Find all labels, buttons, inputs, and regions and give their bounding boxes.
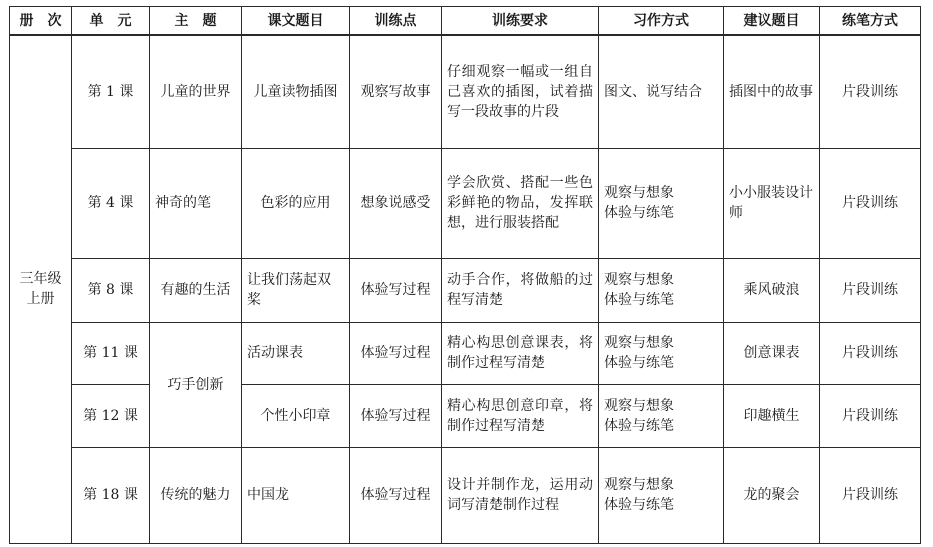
book-cell [10, 35, 72, 543]
suggested-topic-cell: 龙的聚会 [724, 447, 820, 543]
lesson-title-cell: 中国龙 [242, 447, 350, 543]
suggested-topic-cell: 插图中的故事 [724, 35, 820, 148]
training-point-cell: 想象说感受 [350, 148, 442, 258]
requirement-cell: 设计并制作龙，运用动词写清楚制作过程 [442, 447, 599, 543]
theme-cell: 传统的魅力 [150, 447, 242, 543]
header-row [10, 7, 921, 36]
training-point-cell: 观察写故事 [350, 35, 442, 148]
unit-cell: 第 11 课 [72, 322, 150, 384]
header-lesson-title: 课文题目 [242, 7, 350, 36]
header-theme: 主 题 [150, 7, 242, 36]
suggested-topic-cell: 乘风破浪 [724, 258, 820, 322]
unit-cell: 第 1 课 [72, 35, 150, 148]
method-cell: 观察与想象 体验与练笔 [599, 148, 724, 258]
pen-method-cell: 片段训练 [820, 322, 921, 384]
requirement-cell: 动手合作，将做船的过程写清楚 [442, 258, 599, 322]
table-row [10, 258, 921, 322]
training-point-cell: 体验写过程 [350, 447, 442, 543]
header-training-point: 训练点 [350, 7, 442, 36]
table-row [10, 447, 921, 543]
header-method: 习作方式 [599, 7, 724, 36]
header-book: 册 次 [10, 7, 72, 36]
table-row [10, 35, 921, 148]
requirement-cell: 精心构思创意印章，将制作过程写清楚 [442, 384, 599, 447]
header-requirement: 训练要求 [442, 7, 599, 36]
training-point-cell: 体验写过程 [350, 258, 442, 322]
table-row [10, 322, 921, 384]
lesson-title-cell: 让我们荡起双桨 [242, 258, 350, 322]
lesson-title-cell: 活动课表 [242, 322, 350, 384]
header-pen-method: 练笔方式 [820, 7, 921, 36]
suggested-topic-cell: 创意课表 [724, 322, 820, 384]
method-cell: 观察与想象 体验与练笔 [599, 384, 724, 447]
theme-cell: 有趣的生活 [150, 258, 242, 322]
book-label: 三年级上册 [19, 271, 62, 308]
pen-method-cell: 片段训练 [820, 384, 921, 447]
table-row [10, 148, 921, 258]
method-cell: 观察与想象 体验与练笔 [599, 447, 724, 543]
header-suggested-topic: 建议题目 [724, 7, 820, 36]
method-cell: 观察与想象 体验与练笔 [599, 258, 724, 322]
lesson-title-cell: 色彩的应用 [242, 148, 350, 258]
training-point-cell: 体验写过程 [350, 384, 442, 447]
lesson-title-cell: 个性小印章 [242, 384, 350, 447]
unit-cell: 第 4 课 [72, 148, 150, 258]
unit-cell: 第 18 课 [72, 447, 150, 543]
pen-method-cell: 片段训练 [820, 35, 921, 148]
requirement-cell: 精心构思创意课表，将制作过程写清楚 [442, 322, 599, 384]
theme-cell: 巧手创新 [150, 322, 242, 447]
unit-cell: 第 8 课 [72, 258, 150, 322]
pen-method-cell: 片段训练 [820, 148, 921, 258]
requirement-cell: 仔细观察一幅或一组自己喜欢的插图，试着描写一段故事的片段 [442, 35, 599, 148]
requirement-cell: 学会欣赏、搭配一些色彩鲜艳的物品，发挥联想，进行服装搭配 [442, 148, 599, 258]
suggested-topic-cell: 小小服装设计师 [724, 148, 820, 258]
curriculum-table-container [9, 6, 921, 544]
header-unit: 单 元 [72, 7, 150, 36]
training-point-cell: 体验写过程 [350, 322, 442, 384]
lesson-title-cell: 儿童读物插图 [242, 35, 350, 148]
method-cell: 观察与想象 体验与练笔 [599, 322, 724, 384]
suggested-topic-cell: 印趣横生 [724, 384, 820, 447]
theme-cell: 儿童的世界 [150, 35, 242, 148]
method-cell: 图文、说写结合 [599, 35, 724, 148]
unit-cell: 第 12 课 [72, 384, 150, 447]
theme-cell: 神奇的笔 [150, 148, 242, 258]
pen-method-cell: 片段训练 [820, 447, 921, 543]
pen-method-cell: 片段训练 [820, 258, 921, 322]
table-row [10, 384, 921, 447]
curriculum-table [9, 6, 921, 544]
